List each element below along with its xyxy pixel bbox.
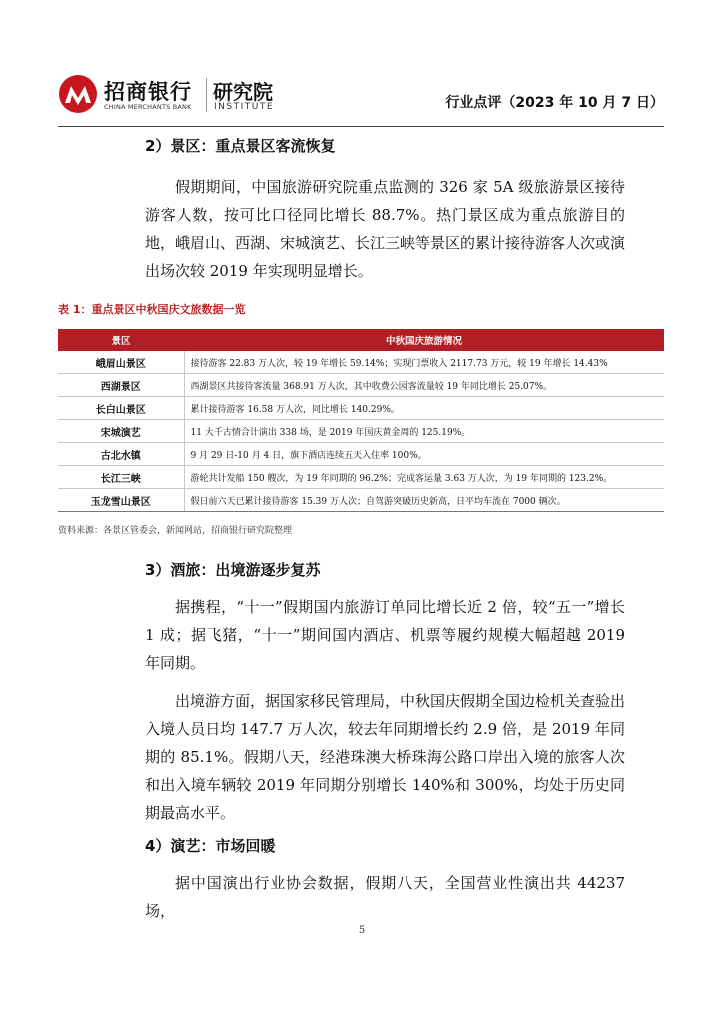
column-header-area: 景区: [58, 329, 184, 351]
brand-name-en: CHINA MERCHANTS BANK: [104, 103, 192, 111]
paragraph: 据携程，“十一”假期国内旅游订单同比增长近 2 倍，较“五一”增长 1 成；据飞猪，“十一”期间国内酒店、机票等履约规模大幅超越 2019 年同期。: [145, 598, 625, 672]
section-heading-hotel: 3）酒旅：出境游逐步复苏: [145, 561, 321, 579]
table-cell-area: 古北水镇: [58, 443, 184, 466]
section-body-scenic: [145, 173, 625, 285]
section-heading-scenic: 2）景区：重点景区客流恢复: [145, 137, 336, 155]
table-cell-info: 11 大千古情合计演出 338 场，是 2019 年国庆黄金周的 125.19%。: [184, 420, 664, 443]
scenic-data-table: [58, 329, 664, 512]
table-cell-info: 9 月 29 日-10 月 4 日，旗下酒店连续五天入住率 100%。: [184, 443, 664, 466]
table-row: [58, 374, 664, 397]
paragraph: 据中国演出行业协会数据，假期八天，全国营业性演出共 44237 场，: [145, 874, 625, 920]
table-cell-info: 游轮共计发船 150 艘次，为 19 年同期的 96.2%；完成客运量 3.63 万人次，为 19 年同期的 123.2%。: [184, 466, 664, 489]
institute-name: 研究院: [213, 80, 273, 104]
header-divider: [58, 126, 664, 127]
section-body-hotel: [145, 593, 625, 827]
table-cell-info: 累计接待游客 16.58 万人次，同比增长 140.29%。: [184, 397, 664, 420]
brand-name: 招商银行: [104, 80, 192, 104]
table-row: [58, 466, 664, 489]
page-number: 5: [358, 925, 366, 936]
table-cell-area: 峨眉山景区: [58, 351, 184, 374]
table-caption: 表 1：重点景区中秋国庆文旅数据一览: [58, 303, 246, 316]
table-row: [58, 443, 664, 466]
table-header-row: [58, 329, 664, 351]
document-type-date: 行业点评（2023 年 10 月 7 日）: [445, 95, 664, 111]
institute-name-en: INSTITUTE: [214, 102, 275, 112]
table-cell-area: 玉龙雪山景区: [58, 489, 184, 512]
table-cell-area: 长江三峡: [58, 466, 184, 489]
paragraph: 假期期间，中国旅游研究院重点监测的 326 家 5A 级旅游景区接待游客人数，按可比口径同比增长 88.7%。热门景区成为重点旅游目的地，峨眉山、西湖、宋城演艺、长江三峡等景区的累计接待游客人次或演出场次较 2019 年实现明显增长。: [145, 178, 626, 280]
table-row: [58, 420, 664, 443]
table-cell-area: 长白山景区: [58, 397, 184, 420]
table-row: [58, 489, 664, 512]
section-heading-performance: 4）演艺：市场回暖: [145, 837, 276, 855]
table-row: [58, 351, 664, 374]
section-body-performance: [145, 869, 625, 925]
column-header-info: 中秋国庆旅游情况: [184, 329, 664, 351]
table-cell-info: 西湖景区共接待客流量 368.91 万人次，其中收费公园客流量较 19 年同比增长 25.07%。: [184, 374, 664, 397]
cmb-logo-icon: [58, 74, 98, 114]
table-cell-info: 接待游客 22.83 万人次，较 19 年增长 59.14%；实现门票收入 2117.73 万元，较 19 年增长 14.43%: [184, 351, 664, 374]
table-row: [58, 397, 664, 420]
table-cell-area: 宋城演艺: [58, 420, 184, 443]
paragraph: 出境游方面，据国家移民管理局，中秋国庆假期全国边检机关查验出入境人员日均 147.7 万人次，较去年同期增长约 2.9 倍，是 2019 年同期的 85.1%。假期八天，经港珠澳大桥珠海公路口岸出入境的旅客人次和出入境车辆较 2019 年同期分别增长 140%和 300%，均处于历史同期最高水平。: [145, 692, 626, 822]
table-cell-area: 西湖景区: [58, 374, 184, 397]
table-cell-info: 假日前六天已累计接待游客 15.39 万人次；自驾游突破历史新高，日平均车流在 7000 辆次。: [184, 489, 664, 512]
logo-divider: [206, 78, 207, 112]
table-source-note: 资料来源：各景区管委会，新闻网站，招商银行研究院整理: [58, 526, 293, 536]
